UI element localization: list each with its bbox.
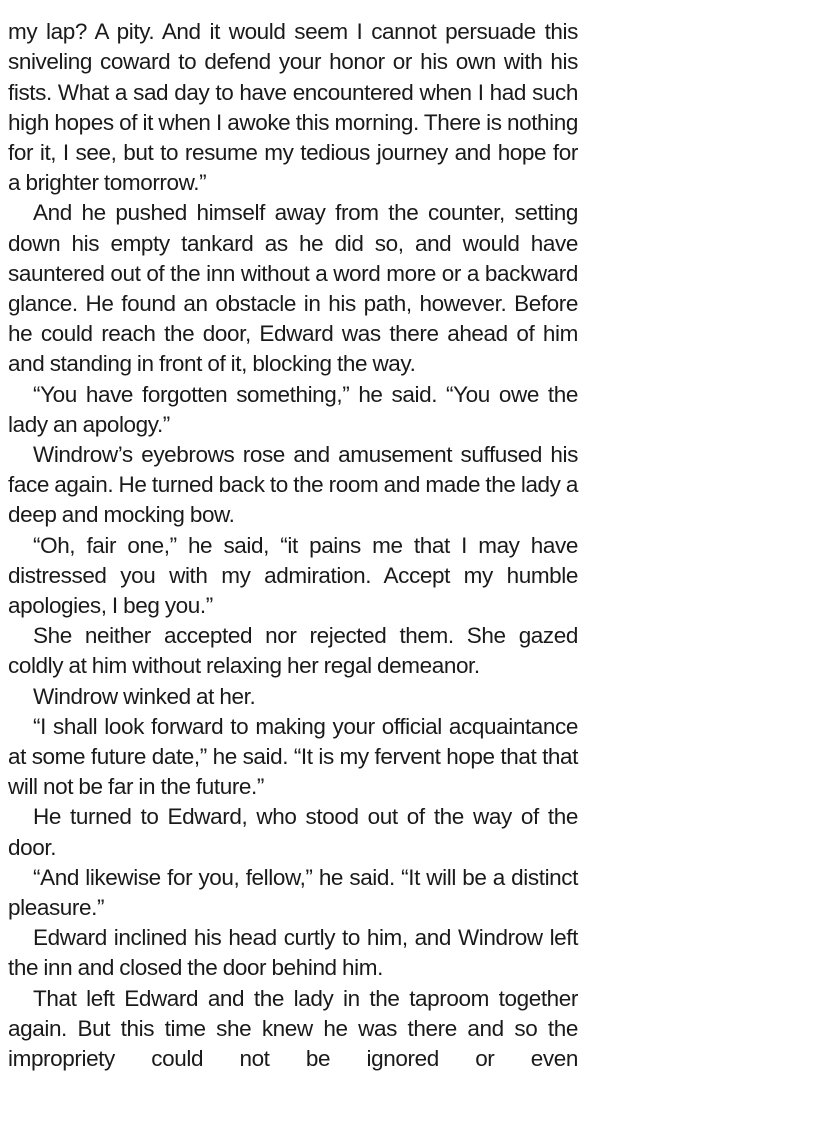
paragraph-11: Edward inclined his head curtly to him, and Windrow left the inn and closed the door behind him. <box>8 925 578 981</box>
paragraph-12: That left Edward and the lady in the taproom together again. But this time she knew he was there and so the impropriety could not be ignored or even <box>8 985 578 1072</box>
paragraph-1: my lap? A pity. And it would seem I cannot persuade this sniveling coward to defend your honor or his own with his fists. What a sad day to have encountered when I had such high hopes of it when I awoke this morning. There is nothing for it, I see, but to resume my tedious journey and hope for a brighter tomorrow.” <box>8 19 578 196</box>
paragraph-4: Windrow’s eyebrows rose and amusement suffused his face again. He turned back to the room and made the lady a deep and mocking bow. <box>8 442 578 528</box>
paragraph-2: And he pushed himself away from the counter, setting down his empty tankard as he did so, and would have sauntered out of the inn without a word more or a backward glance. He found an obstacle in his path, however. Before he could reach the door, Edward was there ahead of him and standing in front of it, blocking the way. <box>8 200 578 377</box>
cut-off-top-line <box>8 0 578 17</box>
paragraph-6: She neither accepted nor rejected them. She gazed coldly at him without relaxing her regal demeanor. <box>8 623 578 679</box>
paragraph-3: “You have forgotten something,” he said. “You owe the lady an apology.” <box>8 381 578 437</box>
paragraph-9: He turned to Edward, who stood out of the way of the door. <box>8 804 578 860</box>
book-page-text <box>8 0 578 1074</box>
paragraph-8: “I shall look forward to making your official acquaintance at some future date,” he said. “It is my fervent hope that that will not be far in the future.” <box>8 713 578 800</box>
paragraph-7: Windrow winked at her. <box>33 683 256 709</box>
paragraph-5: “Oh, fair one,” he said, “it pains me that I may have distressed you with my admiration. Accept my humble apologies, I beg you.” <box>8 532 578 619</box>
paragraph-10: “And likewise for you, fellow,” he said. “It will be a distinct pleasure.” <box>8 864 578 921</box>
